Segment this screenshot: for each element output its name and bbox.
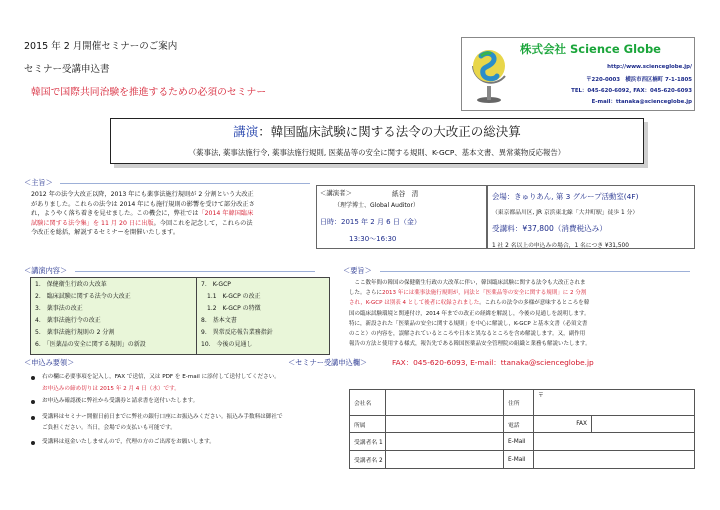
content-item: 1. 保健衛生行政の大改革	[35, 281, 107, 288]
content-item: 6. 「医薬品の安全に関する規則」の新設	[35, 341, 146, 348]
summary-text: ここ数年間の韓国の保健衛生行政の大改革に伴い，韓国臨床試験に関する法令も大改正されま した。さらに2013 年には薬事法施行規則が，同法と「医薬品等の安全に関する規則」に 2 分割 され，K-GCP は別表 4 として後者に収録されました。これらの法令の多様が意味するところを韓 国の臨床試験環境と関連付け，2014 年までの改正の経緯を解説し，今後の見通しを説明します。 特に，新設された「医薬品の安全に関する規則」を中心に解説し，K-GCP と基本文書（必須文書 のこと）の内容を，誤解されているところや日本と異なるところを含め解説します。又，副作用 報告の方法と使用する様式，報告先である韓国医薬品安全管理院の組織と業務も解説いたします。	[349, 280, 591, 348]
form-field-company[interactable]	[386, 390, 504, 416]
summary-heading: ＜要旨＞	[343, 266, 372, 275]
form-field-email2[interactable]	[534, 451, 695, 469]
speaker-name: 紙谷 清	[392, 190, 419, 198]
content-item: 1.1 K-GCP の改正	[201, 293, 261, 300]
divider	[75, 271, 315, 272]
contact-fax-email: FAX：045-620-6093, E-mail：ttanaka@scienceglobe.jp	[392, 358, 594, 367]
seminar-announcement-line: 2015 年 2 月開催セミナーのご案内	[24, 41, 178, 52]
course-content-heading: ＜講演内容＞	[24, 266, 68, 275]
lecture-subtitle: （薬事法, 薬事法施行令, 薬事法施行規則, 医薬品等の安全に関する規則、K-GCP、基本文書、異常薬物反応報告）	[188, 148, 566, 157]
company-address: 〒220-0003 横浜市西区楠町 7-1-1805	[586, 77, 692, 83]
application-form-title: セミナー受講申込書	[24, 64, 110, 75]
divider	[60, 183, 310, 184]
form-label-dept: 所属	[350, 416, 386, 433]
apply-deadline: お申込みの締め切りは 2015 年 2 月 4 日（水）です。	[42, 386, 180, 392]
apply-item: 右の欄に必要事項を記入し，FAX で送信，又は PDF を E-mail に添付して送付してください。	[42, 374, 280, 380]
form-label-address: 住所	[504, 390, 534, 416]
bullet-icon	[31, 400, 35, 404]
content-item: 4. 薬事法施行令の改正	[35, 317, 101, 324]
purpose-text: 2012 年の法令大改正以降，2013 年にも薬事法施行規則が 2 分割という大改正 がありました。これらの法令は 2014 年にも施行規則の影響を受けて部分改正さ れ，ようやく落ち着きを見せました。この機会に，弊社では「2014 年韓国臨床 試験に関する法令集」を 11 月 20 日に出版。今回これを記念して，これらの法 令改正を総括，解説するセミナーを開催いたします。	[31, 191, 255, 237]
company-tel-fax: TEL：045-620-6092, FAX：045-620-6093	[571, 88, 692, 94]
form-label-attendee1: 受講者名 1	[350, 433, 386, 451]
content-item: 2. 臨床試験に関する法令の大改正	[35, 293, 131, 300]
divider	[380, 271, 690, 272]
content-item: 3. 薬事法の改正	[35, 305, 83, 312]
content-item: 10. 今後の見通し	[201, 341, 253, 348]
form-label-email1: E-Mail	[504, 433, 534, 451]
seminar-tagline: 韓国で国際共同治験を推進するための必須のセミナー	[31, 87, 267, 98]
content-item: 1.2 K-GCP の特徴	[201, 305, 261, 312]
purpose-heading: ＜主旨＞	[24, 178, 53, 187]
application-form-table	[349, 389, 695, 469]
content-item: 9. 異常反応報告業務指針	[201, 329, 273, 336]
form-field-address[interactable]	[534, 390, 695, 416]
postal-mark: 〒	[538, 393, 544, 399]
company-name: 株式会社 Science Globe	[520, 42, 661, 56]
application-heading: ＜申込み要領＞	[24, 358, 75, 367]
content-item: 5. 薬事法施行規則の 2 分割	[35, 329, 115, 336]
apply-item: お申込み確認後に弊社から受講券と請求書を送付いたします。	[42, 398, 199, 404]
apply-item: ご負担ください。当日，会場での支払いも可能です。	[42, 425, 176, 431]
apply-item: 受講料はセミナー開催日前日までに弊社の銀行口座にお振込みください。振込み手数料は御社で	[42, 414, 283, 420]
form-field-email1[interactable]	[534, 433, 695, 451]
form-label-email2: E-Mail	[504, 451, 534, 469]
apply-item: 受講料は返金いたしませんので，代理の方のご出席をお願いします。	[42, 439, 215, 445]
bullet-icon	[31, 441, 35, 445]
speaker-title: （理学博士、Global Auditor）	[334, 202, 419, 209]
lecture-title: 講演：韓国臨床試験に関する法令の大改正の総決算	[233, 124, 521, 139]
content-item: 7. K-GCP	[201, 281, 231, 288]
content-item: 8. 基本文書	[201, 317, 237, 324]
seminar-time: 13:30～16:30	[349, 235, 397, 243]
form-label-attendee2: 受講者名 2	[350, 451, 386, 469]
seminar-date: 日時：2015 年 2 月 6 日（金）	[320, 218, 421, 226]
seminar-fee: 受講料：¥37,800（消費税込み）	[492, 224, 607, 233]
speaker-label: ＜講演者＞	[320, 189, 352, 197]
company-url[interactable]: http://www.scienceglobe.jp/	[607, 64, 692, 70]
group-discount-note: 1 社 2 名以上の申込みの場合，1 名につき ¥31,500	[492, 243, 629, 249]
form-field-dept[interactable]	[386, 416, 504, 433]
globe-logo-icon	[467, 42, 511, 104]
form-field-phone[interactable]	[534, 416, 592, 433]
form-field-attendee2[interactable]	[386, 451, 504, 469]
venue-address: （東京都品川区, JR 京浜東北線「大井町駅」徒歩 1 分）	[492, 210, 639, 216]
venue-name: 会場：きゅりあん, 第 3 グループ活動室(4F)	[492, 192, 639, 201]
bullet-icon	[31, 416, 35, 420]
company-email[interactable]: E-mail：ttanaka@scienceglobe.jp	[591, 99, 692, 105]
form-label-phone: 電話	[504, 416, 534, 433]
form-label-company: 会社名	[350, 390, 386, 416]
content-column-divider	[196, 277, 197, 355]
bullet-icon	[31, 376, 35, 380]
form-label-fax: FAX	[576, 421, 587, 428]
form-field-fax[interactable]	[592, 416, 695, 433]
form-field-attendee1[interactable]	[386, 433, 504, 451]
form-heading: ＜セミナー受講申込欄＞	[288, 358, 368, 367]
